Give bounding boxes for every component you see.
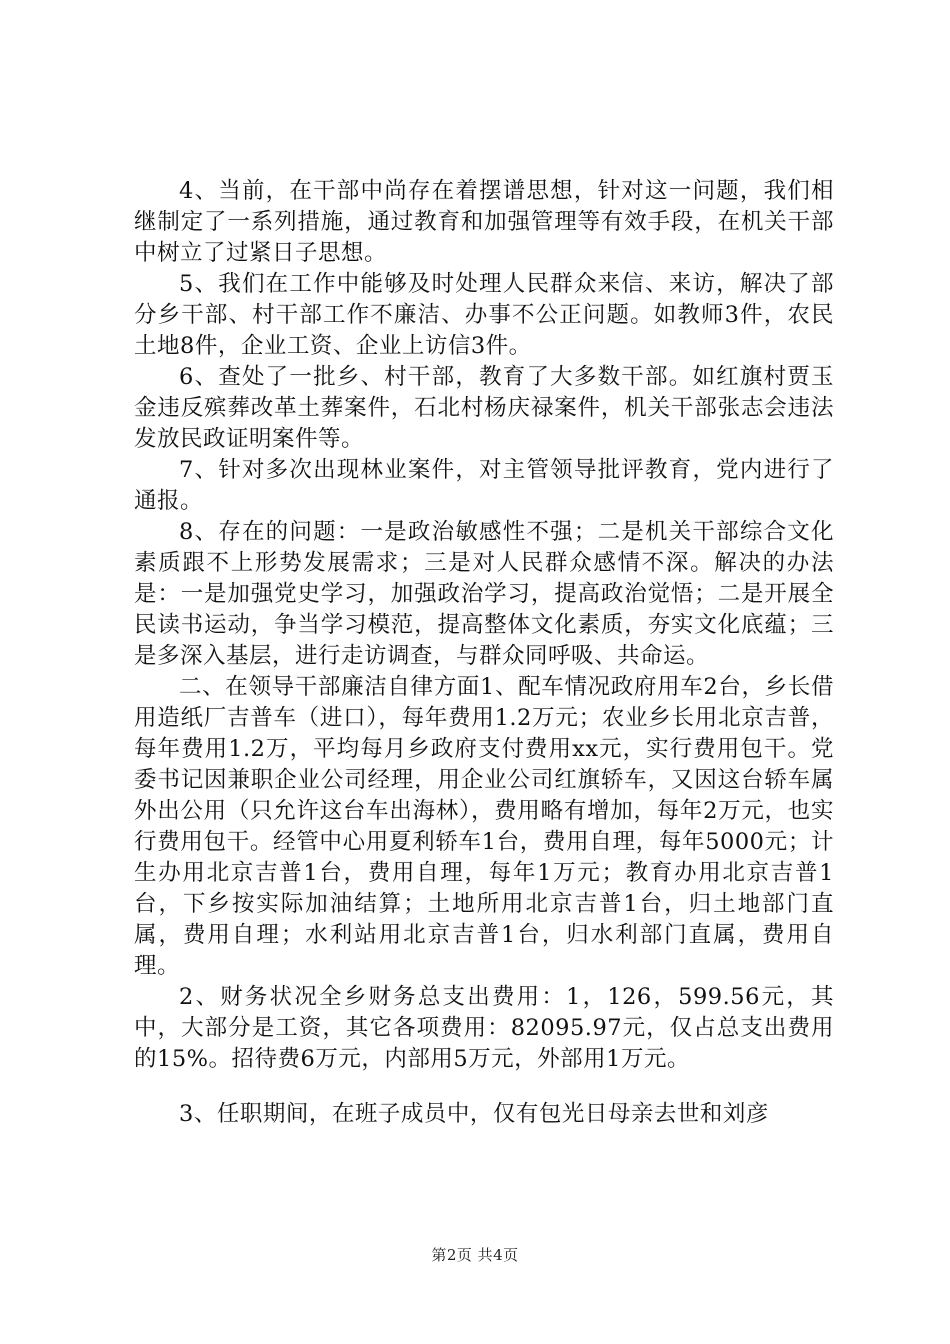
page-number-footer: 第2页 共4页 [431, 1246, 519, 1264]
paragraph-item-5: 5、我们在工作中能够及时处理人民群众来信、来访，解决了部分乡干部、村干部工作不廉洁、办事不公正问题。如教师3件，农民土地8件，企业工资、企业上访信3件。 [134, 271, 834, 359]
paragraph-item-6: 6、查处了一批乡、村干部，教育了大多数干部。如红旗村贾玉金违反殡葬改革土葬案件，石北村杨庆禄案件，机关干部张志会违法发放民政证明案件等。 [134, 364, 834, 452]
paragraph-item-7: 7、针对多次出现林业案件，对主管领导批评教育，党内进行了通报。 [134, 457, 834, 514]
paragraph-finance: 2、财务状况全乡财务总支出费用：1，126，599.56元，其中，大部分是工资，其它各项费用：82095.97元，仅占总支出费用的15%。招待费6万元，内部用5万元，外部用1万元。 [134, 984, 834, 1072]
paragraph-section-two: 二、在领导干部廉洁自律方面1、配车情况政府用车2台，乡长借用造纸厂吉普车（进口），每年费用1.2万元；农业乡长用北京吉普，每年费用1.2万，平均每月乡政府支付费用xx元，实行费用包干。党委书记因兼职企业公司经理，用企业公司红旗轿车，又因这台轿车属外出公用（只允许这台车出海林），费用略有增加，每年2万元，也实行费用包干。经管中心用夏利轿车1台，费用自理，每年5000元；计生办用北京吉普1台，费用自理，每年1万元；教育办用北京吉普1台，下乡按实际加油结算；土地所用北京吉普1台，归土地部门直属，费用自理；水利站用北京吉普1台，归水利部门直属，费用自理。 [134, 674, 834, 979]
paragraph-item-4: 4、当前，在干部中尚存在着摆谱思想，针对这一问题，我们相继制定了一系列措施，通过教育和加强管理等有效手段，在机关干部中树立了过紧日子思想。 [134, 178, 834, 266]
document-body [134, 176, 834, 1130]
paragraph-tenure: 3、任职期间，在班子成员中，仅有包光日母亲去世和刘彦 [179, 1101, 769, 1127]
paragraph-item-8: 8、存在的问题：一是政治敏感性不强；二是机关干部综合文化素质跟不上形势发展需求；三是对人民群众感情不深。解决的办法是：一是加强党史学习，加强政治学习，提高政治觉悟；二是开展全民读书运动，争当学习模范，提高整体文化素质，夯实文化底蕴；三是多深入基层，进行走访调查，与群众同呼吸、共命运。 [134, 519, 834, 669]
